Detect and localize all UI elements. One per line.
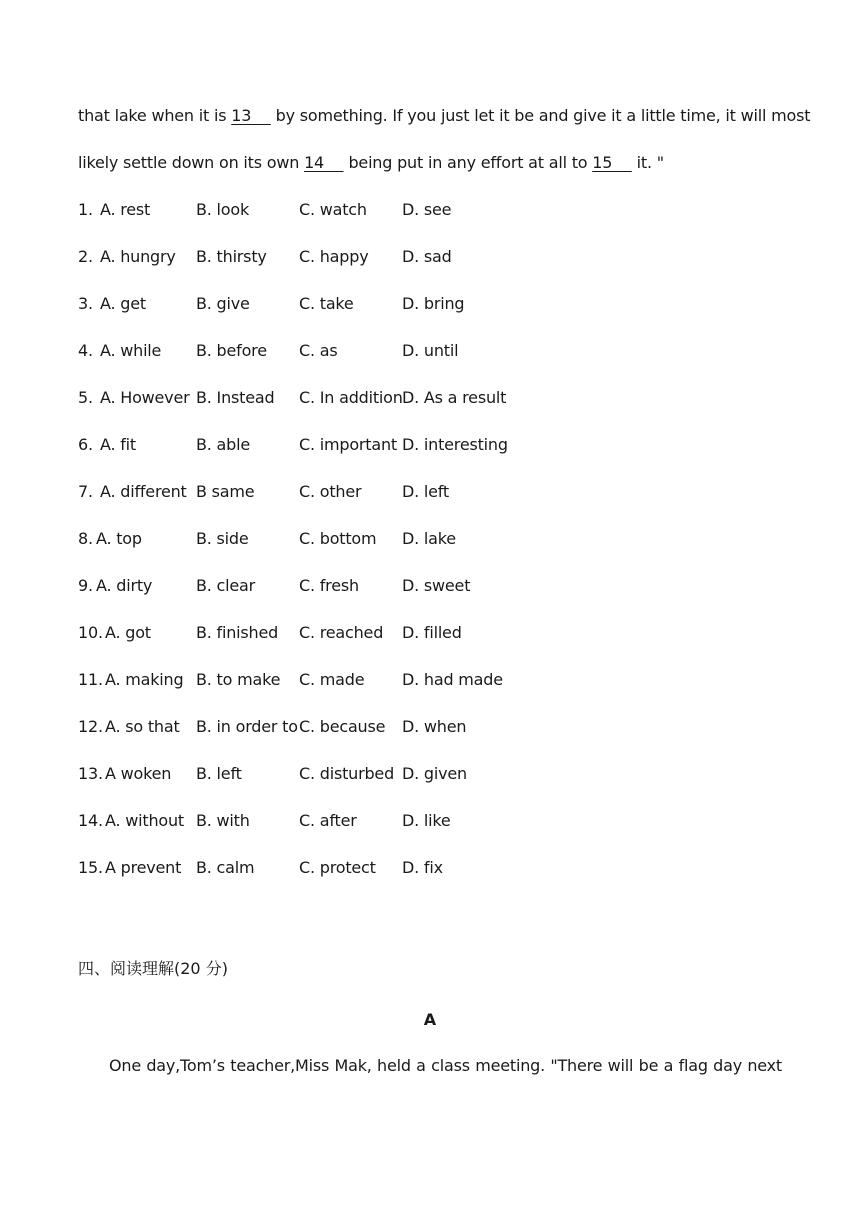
option-c: C. other: [299, 482, 362, 501]
question-row: [78, 670, 782, 694]
option-a: A. making: [105, 670, 184, 689]
question-row: [78, 529, 782, 553]
reading-passage-first-line: One day,Tom’s teacher,Miss Mak, held a class meeting. "There will be a flag day next: [109, 1056, 782, 1075]
passage-text: it. ": [631, 153, 664, 172]
option-b: B. thirsty: [196, 247, 267, 266]
question-number: 2.: [78, 247, 93, 266]
question-number: 3.: [78, 294, 93, 313]
passage-text: being put in any effort at all to: [343, 153, 593, 172]
passage-text: likely settle down on its own: [78, 153, 305, 172]
question-number: 9.: [78, 576, 93, 595]
option-c: C. bottom: [299, 529, 377, 548]
option-d: D. filled: [402, 623, 462, 642]
option-a: A woken: [105, 764, 172, 783]
question-row: [78, 764, 782, 788]
option-b: B. side: [196, 529, 249, 548]
option-a: A. dirty: [96, 576, 153, 595]
option-c: C. protect: [299, 858, 376, 877]
option-d: D. left: [402, 482, 450, 501]
option-a: A. However: [100, 388, 190, 407]
option-a: A. hungry: [100, 247, 176, 266]
option-d: D. As a result: [402, 388, 507, 407]
passage-text: by something. If you just let it be and give it a little time, it will most: [270, 106, 811, 125]
option-a: A prevent: [105, 858, 182, 877]
question-row: [78, 341, 782, 365]
option-d: D. had made: [402, 670, 503, 689]
option-d: D. given: [402, 764, 467, 783]
option-c: C. fresh: [299, 576, 359, 595]
question-number: 13.: [78, 764, 103, 783]
option-d: D. bring: [402, 294, 465, 313]
passage-label: A: [423, 1010, 437, 1029]
option-d: D. sweet: [402, 576, 471, 595]
question-number: 10.: [78, 623, 103, 642]
passage-text: that lake when it is: [78, 106, 232, 125]
option-b: B. Instead: [196, 388, 275, 407]
option-b: B. look: [196, 200, 250, 219]
blank-14: 14: [304, 153, 344, 172]
option-a: A. got: [105, 623, 151, 642]
option-a: A. so that: [105, 717, 180, 736]
question-row: [78, 482, 782, 506]
option-c: C. important: [299, 435, 397, 454]
question-row: [78, 388, 782, 412]
question-number: 11.: [78, 670, 103, 689]
option-b: B. in order to: [196, 717, 298, 736]
question-row: [78, 247, 782, 271]
question-number: 14.: [78, 811, 103, 830]
option-c: C. after: [299, 811, 357, 830]
question-row: [78, 435, 782, 459]
option-d: D. like: [402, 811, 451, 830]
option-a: A. fit: [100, 435, 136, 454]
option-b: B. with: [196, 811, 250, 830]
option-b: B. clear: [196, 576, 256, 595]
blank-13: 13: [231, 106, 271, 125]
option-a: A. top: [96, 529, 142, 548]
option-b: B same: [196, 482, 255, 501]
question-number: 5.: [78, 388, 93, 407]
option-d: D. fix: [402, 858, 443, 877]
option-d: D. when: [402, 717, 467, 736]
question-number: 12.: [78, 717, 103, 736]
option-b: B. able: [196, 435, 250, 454]
option-c: C. watch: [299, 200, 367, 219]
question-number: 8.: [78, 529, 93, 548]
option-c: C. made: [299, 670, 365, 689]
question-number: 6.: [78, 435, 93, 454]
option-b: B. finished: [196, 623, 279, 642]
option-a: A. while: [100, 341, 162, 360]
option-d: D. see: [402, 200, 452, 219]
blank-15: 15: [592, 153, 632, 172]
section-heading: 四、阅读理解(20 分): [78, 959, 228, 978]
option-c: C. because: [299, 717, 386, 736]
question-number: 4.: [78, 341, 93, 360]
option-c: C. happy: [299, 247, 369, 266]
question-row: [78, 576, 782, 600]
question-row: [78, 858, 782, 882]
option-c: C. disturbed: [299, 764, 395, 783]
question-number: 1.: [78, 200, 93, 219]
question-row: [78, 294, 782, 318]
option-c: C. take: [299, 294, 354, 313]
option-c: C. reached: [299, 623, 384, 642]
option-d: D. interesting: [402, 435, 508, 454]
option-c: C. In addition: [299, 388, 403, 407]
question-number: 7.: [78, 482, 93, 501]
question-row: [78, 717, 782, 741]
option-c: C. as: [299, 341, 338, 360]
question-row: [78, 811, 782, 835]
option-d: D. sad: [402, 247, 452, 266]
option-a: A. rest: [100, 200, 151, 219]
passage-line-2: [78, 153, 782, 172]
option-b: B. to make: [196, 670, 281, 689]
option-b: B. left: [196, 764, 242, 783]
option-b: B. give: [196, 294, 250, 313]
question-row: [78, 623, 782, 647]
option-b: B. calm: [196, 858, 255, 877]
passage-line-1: [78, 106, 811, 125]
option-a: A. get: [100, 294, 146, 313]
question-number: 15.: [78, 858, 103, 877]
option-b: B. before: [196, 341, 267, 360]
question-row: [78, 200, 782, 224]
option-a: A. without: [105, 811, 184, 830]
option-a: A. different: [100, 482, 187, 501]
option-d: D. until: [402, 341, 459, 360]
option-d: D. lake: [402, 529, 456, 548]
